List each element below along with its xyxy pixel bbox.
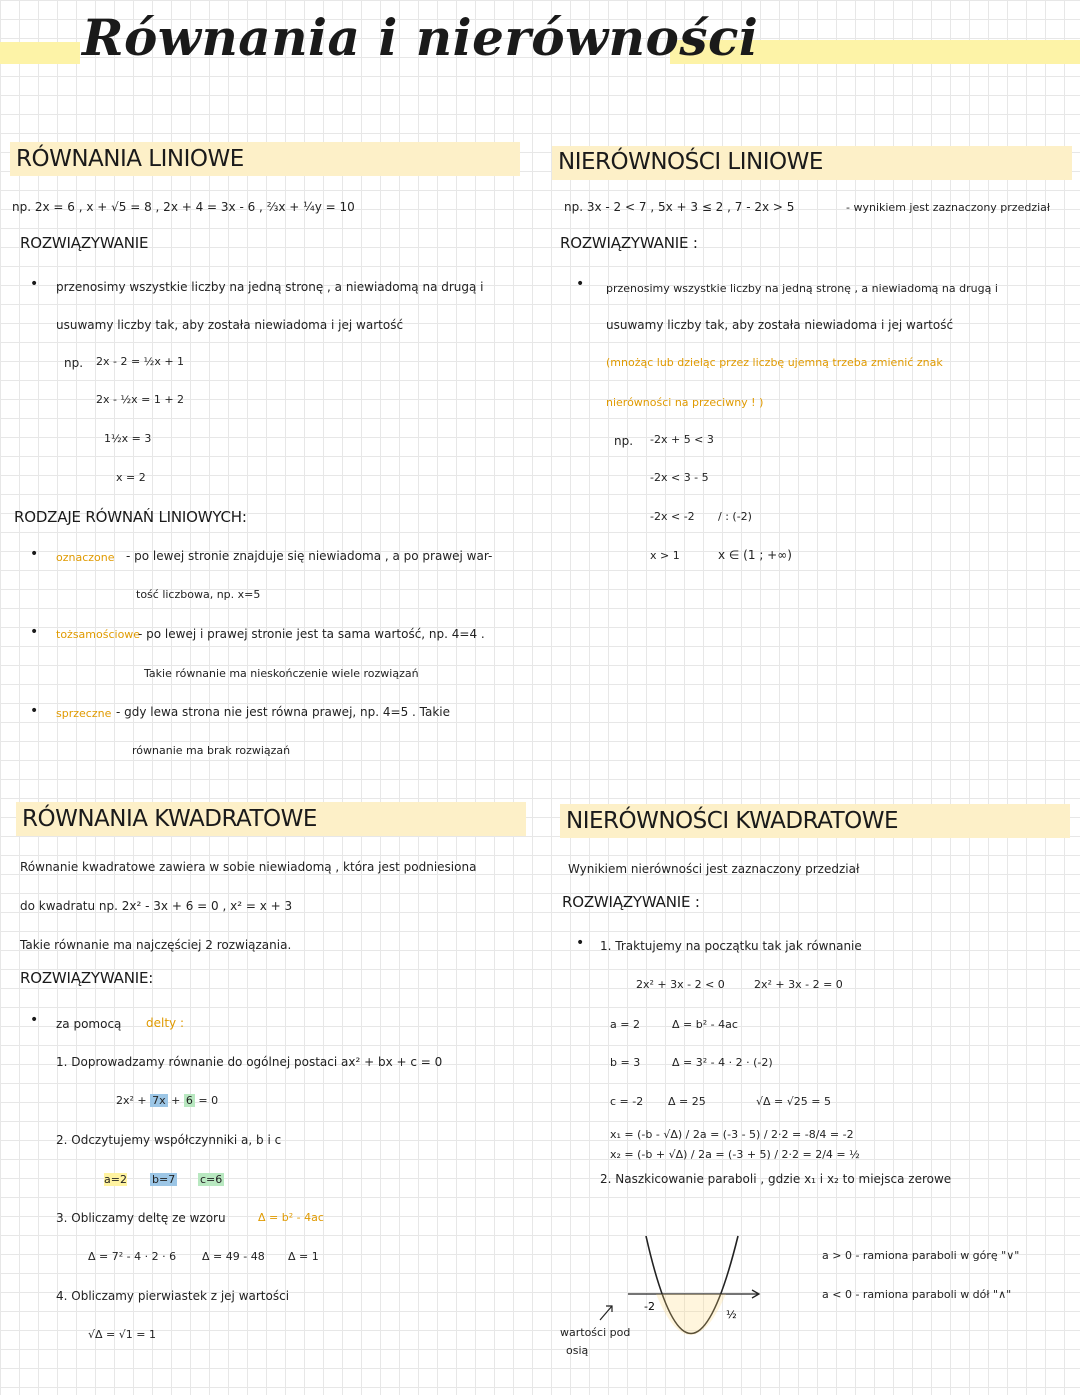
quad-ineq-x1: x₁ = (-b - √Δ) / 2a = (-3 - 5) / 2·2 = -8/4 = -2 <box>610 1128 854 1141</box>
quad-eq-delta-calc2: Δ = 49 - 48 <box>202 1250 265 1263</box>
linear-eq-types-heading: RODZAJE RÓWNAŃ LINIOWYCH: <box>14 508 247 526</box>
linear-ineq-ex-op: / : (-2) <box>718 510 752 523</box>
linear-eq-ex-label: np. <box>64 356 84 370</box>
bullet-icon: • <box>576 276 585 292</box>
bullet-icon: • <box>30 703 39 719</box>
quad-eq-delta-calc3: Δ = 1 <box>288 1250 319 1263</box>
section-heading-linear-equations: RÓWNANIA LINIOWE <box>16 146 244 172</box>
quad-eq-sqrt-calc: √Δ = √1 = 1 <box>88 1328 156 1341</box>
step1-example-plus: + <box>171 1094 181 1107</box>
linear-eq-examples: np. 2x = 6 , x + √5 = 8 , 2x + 4 = 3x - 6 , ⅔x + ¼y = 10 <box>12 200 355 214</box>
linear-ineq-step-line2: usuwamy liczby tak, aby została niewiadoma i jej wartość <box>606 318 954 332</box>
linear-eq-ex-line3: 1½x = 3 <box>104 432 152 445</box>
quad-ineq-step2: 2. Naszkicowanie paraboli , gdzie x₁ i x₂ to miejsca zerowe <box>600 1172 952 1186</box>
type-determinate-line2: tość liczbowa, np. x=5 <box>136 588 261 601</box>
quad-ineq-b: b = 3 <box>610 1056 641 1069</box>
quad-eq-step1: 1. Doprowadzamy równanie do ogólnej postaci ax² + bx + c = 0 <box>56 1055 443 1069</box>
type-determinate-line1: - po lewej stronie znajduje się niewiadoma , a po prawej war- <box>126 549 493 563</box>
quad-ineq-a: a = 2 <box>610 1018 640 1031</box>
quad-eq-step2: 2. Odczytujemy współczynniki a, b i c <box>56 1133 282 1147</box>
parabola-graph <box>618 1226 768 1366</box>
linear-ineq-note-line2: nierówności na przeciwny ! ) <box>606 396 764 409</box>
coef-a: a=2 <box>104 1173 127 1186</box>
linear-eq-solving-heading: ROZWIĄZYWANIE <box>20 234 149 252</box>
type-identity-name: tożsamościowe <box>56 628 141 641</box>
linear-ineq-result-note: - wynikiem jest zaznaczony przedział <box>846 201 1051 214</box>
quad-ineq-step1: 1. Traktujemy na początku tak jak równanie <box>600 939 862 953</box>
step1-example-c: 6 <box>185 1094 193 1107</box>
linear-eq-ex-line1: 2x - 2 = ½x + 1 <box>96 355 185 368</box>
section-heading-quadratic-equations: RÓWNANIA KWADRATOWE <box>22 806 317 832</box>
quad-eq-step3: 3. Obliczamy deltę ze wzoru <box>56 1211 226 1225</box>
linear-ineq-ex-line4: x > 1 <box>650 549 680 562</box>
type-contradictory-line1: - gdy lewa strona nie jest równa prawej, np. 4=5 . Takie <box>116 705 451 719</box>
quad-ineq-sqrt: √Δ = √25 = 5 <box>756 1095 831 1108</box>
quad-eq-step4: 4. Obliczamy pierwiastek z jej wartości <box>56 1289 290 1303</box>
bullet-icon: • <box>576 935 585 951</box>
quad-eq-delta-formula: Δ = b² - 4ac <box>258 1211 324 1224</box>
section-heading-linear-inequalities: NIERÓWNOŚCI LINIOWE <box>558 149 823 175</box>
linear-ineq-solving-heading: ROZWIĄZYWANIE : <box>560 234 698 252</box>
quad-ineq-x2: x₂ = (-b + √Δ) / 2a = (-3 + 5) / 2·2 = 2/4 = ½ <box>610 1148 860 1161</box>
graph-caption-line2: osią <box>566 1344 589 1357</box>
type-identity-line2: Takie równanie ma nieskończenie wiele rozwiązań <box>144 667 419 680</box>
linear-ineq-examples: np. 3x - 2 < 7 , 5x + 3 ≤ 2 , 7 - 2x > 5 <box>564 200 795 214</box>
type-contradictory-name: sprzeczne <box>56 707 112 720</box>
quad-eq-desc-line1: Równanie kwadratowe zawiera w sobie niewiadomą , która jest podniesiona <box>20 860 477 874</box>
linear-ineq-ex-label: np. <box>614 434 634 448</box>
quad-ineq-step1-ineq: 2x² + 3x - 2 < 0 <box>636 978 725 991</box>
quad-eq-delta-word: delty : <box>146 1016 184 1030</box>
rule-a-negative: a < 0 - ramiona paraboli w dół "∧" <box>822 1288 1012 1301</box>
title-highlight-left <box>0 42 80 64</box>
linear-ineq-note-line1: (mnożąc lub dzieląc przez liczbę ujemną trzeba zmienić znak <box>606 356 943 369</box>
bullet-icon: • <box>30 546 39 562</box>
linear-ineq-ex-line1: -2x + 5 < 3 <box>650 433 714 446</box>
quad-ineq-solving-heading: ROZWIĄZYWANIE : <box>562 893 700 911</box>
page-title: Równania i nierówności <box>82 8 759 67</box>
graph-root-neg: -2 <box>644 1300 655 1313</box>
linear-ineq-step-line1: przenosimy wszystkie liczby na jedną stronę , a niewiadomą na drugą i <box>606 282 998 295</box>
rule-a-positive: a > 0 - ramiona paraboli w górę "∨" <box>822 1249 1020 1262</box>
graph-shaded-region <box>656 1294 726 1335</box>
step1-example-b: 7x <box>152 1094 166 1107</box>
quad-eq-desc-line2: do kwadratu np. 2x² - 3x + 6 = 0 , x² = x + 3 <box>20 899 293 913</box>
coef-c: c=6 <box>200 1173 223 1186</box>
arrow-icon <box>596 1302 616 1322</box>
quad-eq-using: za pomocą <box>56 1017 122 1031</box>
bullet-icon: • <box>30 624 39 640</box>
linear-ineq-ex-line2: -2x < 3 - 5 <box>650 471 709 484</box>
type-contradictory-line2: równanie ma brak rozwiązań <box>132 744 291 757</box>
type-determinate-name: oznaczone <box>56 551 115 564</box>
graph-caption-line1: wartości pod <box>560 1326 631 1339</box>
quad-eq-solving-heading: ROZWIĄZYWANIE: <box>20 969 154 987</box>
quad-ineq-step1-eq: 2x² + 3x - 2 = 0 <box>754 978 843 991</box>
bullet-icon: • <box>30 276 39 292</box>
quad-ineq-delta-formula: Δ = b² - 4ac <box>672 1018 738 1031</box>
bullet-icon: • <box>30 1012 39 1028</box>
quad-ineq-delta-calc: Δ = 3² - 4 · 2 · (-2) <box>672 1056 773 1069</box>
step1-example-end: = 0 <box>198 1094 219 1107</box>
type-identity-line1: - po lewej i prawej stronie jest ta sama wartość, np. 4=4 . <box>138 627 485 641</box>
step1-example-a: 2x² + <box>116 1094 147 1107</box>
quad-ineq-desc: Wynikiem nierówności jest zaznaczony przedział <box>568 862 860 876</box>
quad-eq-step1-example <box>116 1094 218 1107</box>
graph-root-pos: ½ <box>726 1308 737 1321</box>
quad-ineq-delta-value: Δ = 25 <box>668 1095 706 1108</box>
linear-eq-step-line2: usuwamy liczby tak, aby została niewiadoma i jej wartość <box>56 318 404 332</box>
quad-ineq-c: c = -2 <box>610 1095 644 1108</box>
linear-eq-ex-line4: x = 2 <box>116 471 146 484</box>
linear-ineq-ex-line3: -2x < -2 <box>650 510 695 523</box>
linear-eq-step-line1: przenosimy wszystkie liczby na jedną stronę , a niewiadomą na drugą i <box>56 280 484 294</box>
linear-eq-ex-line2: 2x - ½x = 1 + 2 <box>96 393 185 406</box>
quad-eq-desc-line3: Takie równanie ma najczęściej 2 rozwiązania. <box>20 938 292 952</box>
coef-b: b=7 <box>152 1173 176 1186</box>
linear-ineq-ex-set: x ∈ (1 ; +∞) <box>718 548 792 562</box>
quad-eq-delta-calc1: Δ = 7² - 4 · 2 · 6 <box>88 1250 177 1263</box>
section-heading-quadratic-inequalities: NIERÓWNOŚCI KWADRATOWE <box>566 808 899 834</box>
